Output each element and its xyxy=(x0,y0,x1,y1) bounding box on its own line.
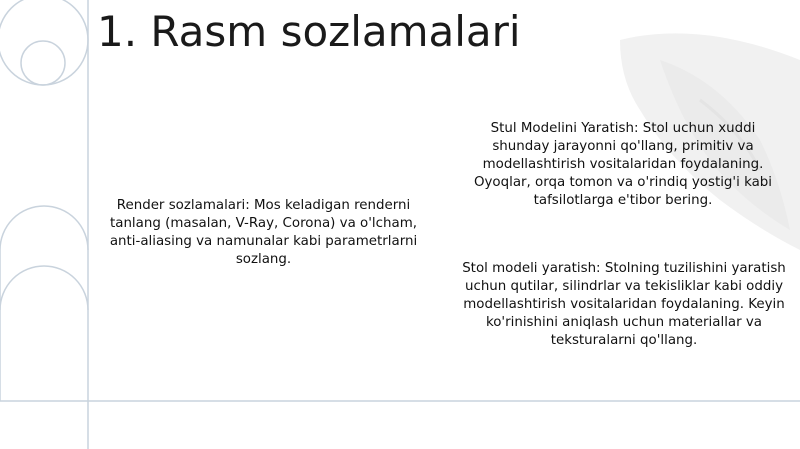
circle-ornaments xyxy=(0,0,88,310)
chair-model-text: Stul Modelini Yaratish: Stol uchun xuddi shunday jarayonni qo'llang, primitiv va modellashtirish vositalaridan foydalaning. Oyoqlar, orqa tomon va o'rindiq yostig'i kabi tafsilotlarga e'tibor bering. xyxy=(473,121,773,208)
table-model-text: Stol modeli yaratish: Stolning tuzilishini yaratish uchun qutilar, silindrlar va tekisliklar kabi oddiy modellashtirish vositalaridan foydalaning. Keyin ko'rinishini aniqlash uchun materiallar va teksturalarni qo'llang. xyxy=(462,261,786,348)
page-title: 1. Rasm sozlamalari xyxy=(97,7,521,56)
render-settings-text: Render sozlamalari: Mos keladigan renderni tanlang (masalan, V-Ray, Corona) va o'lcham, anti-aliasing va namunalar kabi parametrlarni sozlang. xyxy=(109,198,418,267)
